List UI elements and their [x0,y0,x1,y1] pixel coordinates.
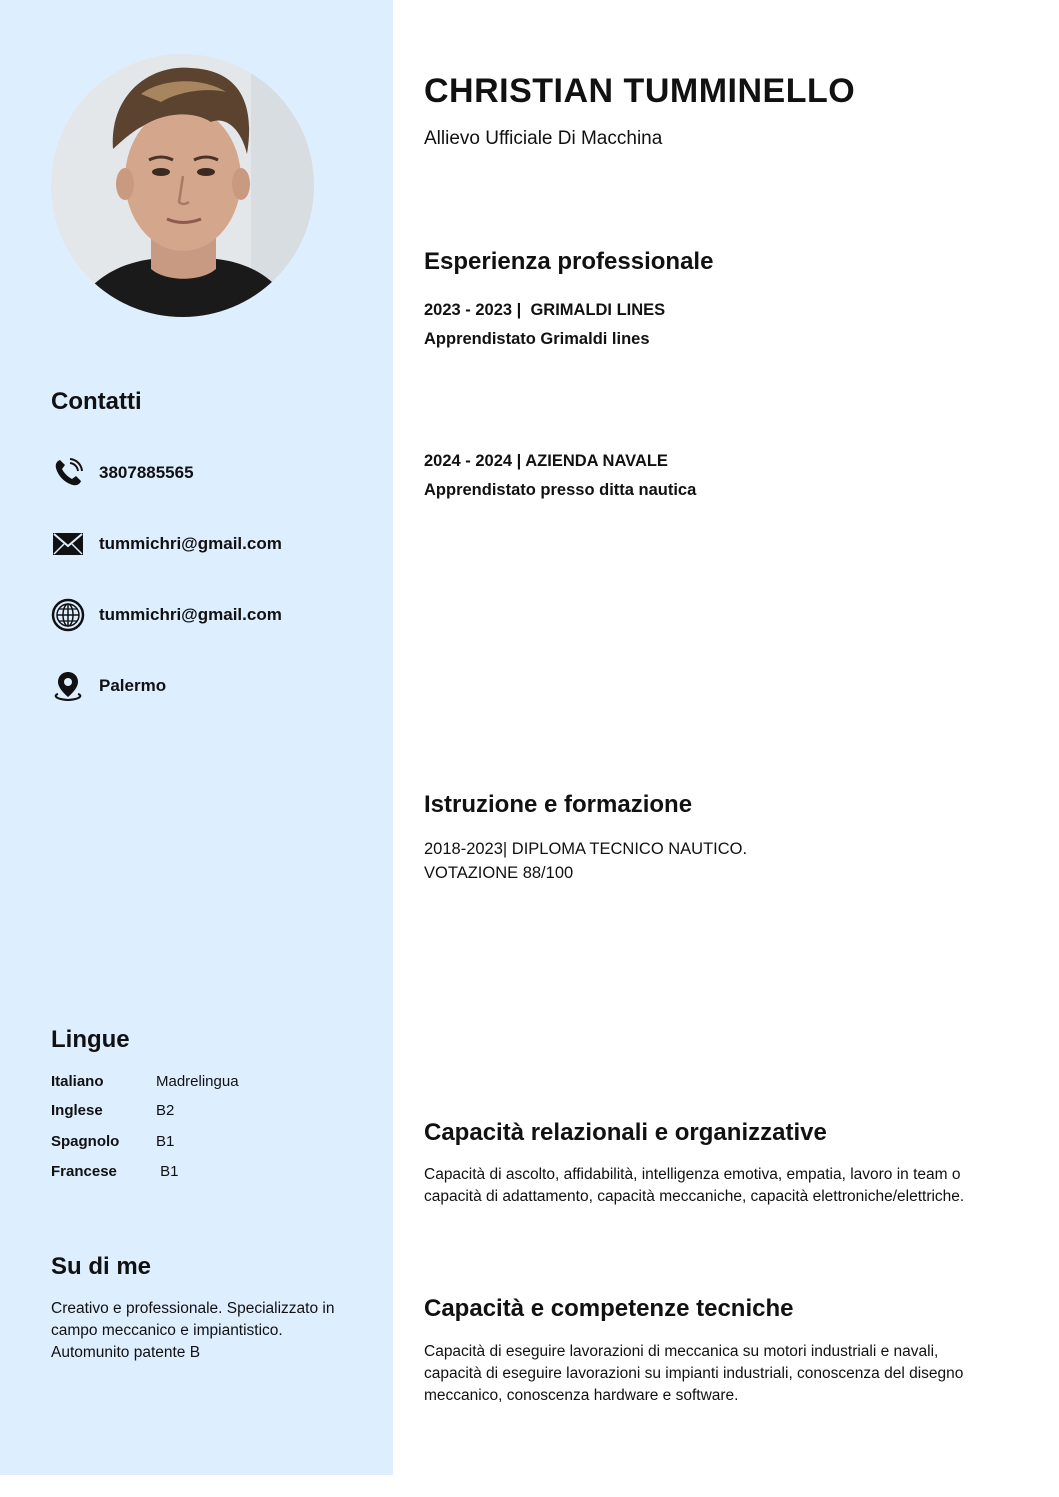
location-text: Palermo [99,676,167,695]
about-heading: Su di me [51,1253,152,1280]
language-name: Spagnolo [51,1133,120,1150]
language-row [51,1102,174,1119]
email-link[interactable]: tummichri@gmail.com [99,534,282,553]
profile-photo [51,54,314,317]
technical-skills-heading: Capacità e competenze tecniche [424,1295,794,1322]
contact-website [51,598,282,632]
language-row [51,1073,239,1090]
person-role: Allievo Ufficiale Di Macchina [424,128,663,149]
language-row [51,1133,174,1150]
experience-description: Apprendistato presso ditta nautica [424,481,697,499]
technical-skills-text: Capacità di eseguire lavorazioni di meccanica su motori industriali e navali, capacità di eseguire lavorazioni su impianti industriali, conoscenza del disegno meccanico, conoscenza hardware e software. [424,1343,964,1404]
language-name: Italiano [51,1073,104,1090]
contacts-heading: Contatti [51,388,142,415]
globe-icon [51,598,85,632]
experience-period: 2024 - 2024 | AZIENDA NAVALE [424,452,668,470]
language-level: B1 [156,1133,175,1150]
language-row [51,1163,179,1180]
person-name: CHRISTIAN TUMMINELLO [424,72,856,110]
language-level: Madrelingua [156,1073,239,1090]
experience-description: Apprendistato Grimaldi lines [424,330,650,348]
phone-number[interactable]: 3807885565 [99,463,194,482]
location-pin-icon [51,669,85,703]
education-degree: 2018-2023| DIPLOMA TECNICO NAUTICO. [424,840,748,858]
language-level: B1 [156,1163,179,1180]
experience-heading: Esperienza professionale [424,248,714,275]
website-link[interactable]: tummichri@gmail.com [99,605,282,624]
contact-email [51,527,282,561]
about-text: Creativo e professionale. Specializzato in campo meccanico e impiantistico. Automunito patente B [51,1300,335,1361]
contact-location [51,669,167,703]
education-grade: VOTAZIONE 88/100 [424,864,574,882]
relational-skills-text: Capacità di ascolto, affidabilità, intelligenza emotiva, empatia, lavoro in team o capacità di adattamento, capacità meccaniche, capacità elettroniche/elettriche. [424,1166,965,1205]
language-name: Inglese [51,1102,103,1119]
experience-period: 2023 - 2023 | GRIMALDI LINES [424,301,666,319]
mail-icon [51,527,85,561]
languages-heading: Lingue [51,1026,130,1053]
contact-phone [51,456,194,490]
education-heading: Istruzione e formazione [424,791,693,818]
relational-skills-heading: Capacità relazionali e organizzative [424,1119,827,1146]
phone-icon [51,456,85,490]
language-level: B2 [156,1102,175,1119]
language-name: Francese [51,1163,117,1180]
